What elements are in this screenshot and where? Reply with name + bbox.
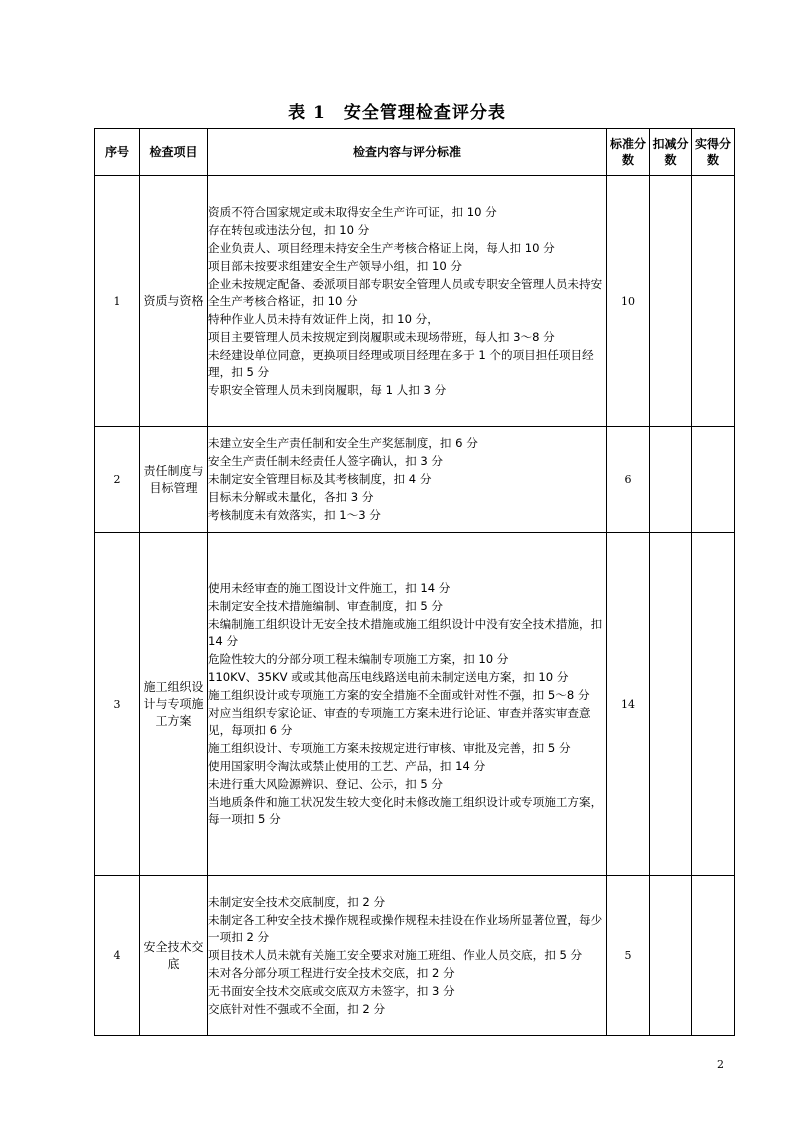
row-deduct-score[interactable] [650, 533, 692, 876]
criterion-text: 危险性较大的分部分项工程未编制专项施工方案，扣 10 分 [208, 652, 509, 666]
criterion-text: 使用未经审查的施工图设计文件施工，扣 14 分 [208, 581, 451, 595]
header-item: 检查项目 [140, 129, 208, 176]
criterion-text: 企业未按规定配备、委派项目部专职安全管理人员或专职安全管理人员未持安全生产考核合格证，扣 10 分 [208, 276, 603, 308]
table-row [95, 427, 735, 533]
row-item: 施工组织设计与专项施工方案 [140, 533, 208, 876]
criterion-text: 项目技术人员未就有关施工安全要求对施工班组、作业人员交底，扣 5 分 [208, 947, 583, 962]
criterion-text: 未制定安全管理目标及其考核制度，扣 4 分 [208, 472, 432, 486]
row-no: 4 [95, 876, 140, 1036]
criterion-text: 企业负责人、项目经理未持安全生产考核合格证上岗，每人扣 10 分 [208, 240, 555, 255]
header-standard-score: 标准分数 [607, 129, 650, 176]
header-no: 序号 [95, 129, 140, 176]
row-actual-score[interactable] [692, 176, 735, 427]
row-no: 1 [95, 176, 140, 427]
row-standard-score: 6 [607, 427, 650, 533]
criterion-text: 未对各分部分项工程进行安全技术交底，扣 2 分 [208, 965, 455, 980]
row-standard-score: 14 [607, 533, 650, 876]
page-number: 2 [717, 1058, 724, 1071]
criterion-text: 未经建设单位同意，更换项目经理或项目经理在多于 1 个的项目担任项目经理，扣 5 分 [208, 347, 594, 379]
criterion-text: 无书面安全技术交底或交底双方未签字，扣 3 分 [208, 983, 455, 998]
row-actual-score[interactable] [692, 533, 735, 876]
criterion-text: 110KV、35KV 或或其他高压电线路送电前未制定送电方案，扣 10 分 [208, 670, 569, 684]
row-standard-score: 10 [607, 176, 650, 427]
header-deduct-score: 扣减分数 [650, 129, 692, 176]
header-criteria: 检查内容与评分标准 [208, 129, 607, 176]
row-item: 资质与资格 [140, 176, 208, 427]
row-deduct-score[interactable] [650, 876, 692, 1036]
page-title: 表 1 安全管理检查评分表 [288, 103, 506, 123]
row-item: 安全技术交底 [140, 876, 208, 1036]
row-standard-score: 5 [607, 876, 650, 1036]
table-row [95, 533, 735, 876]
safety-management-score-table [94, 128, 735, 1036]
criterion-text: 施工组织设计或专项施工方案的安全措施不全面或针对性不强，扣 5～8 分 [208, 688, 590, 702]
criterion-text: 未制定各工种安全技术操作规程或操作规程未挂设在作业场所显著位置，每少一项扣 2 分 [208, 912, 603, 944]
row-criteria [208, 533, 607, 876]
criterion-text: 目标未分解或未量化，各扣 3 分 [208, 490, 374, 504]
row-deduct-score[interactable] [650, 176, 692, 427]
criterion-text: 资质不符合国家规定或未取得安全生产许可证，扣 10 分 [208, 204, 497, 219]
criterion-text: 未建立安全生产责任制和安全生产奖惩制度，扣 6 分 [208, 436, 478, 450]
criterion-text: 当地质条件和施工状况发生较大变化时未修改施工组织设计或专项施工方案，每一项扣 5 分 [208, 795, 603, 826]
criterion-text: 考核制度未有效落实，扣 1～3 分 [208, 508, 381, 522]
criterion-text: 未制定安全技术交底制度，扣 2 分 [208, 894, 386, 909]
criterion-text: 存在转包或违法分包，扣 10 分 [208, 222, 370, 237]
row-criteria [208, 427, 607, 533]
criterion-text: 交底针对性不强或不全面，扣 2 分 [208, 1001, 386, 1016]
criterion-text: 项目主要管理人员未按规定到岗履职或未现场带班，每人扣 3～8 分 [208, 329, 555, 344]
criterion-text: 对应当组织专家论证、审查的专项施工方案未进行论证、审查并落实审查意见，每项扣 6 分 [208, 706, 591, 737]
row-criteria [208, 876, 607, 1036]
criterion-text: 施工组织设计、专项施工方案未按规定进行审核、审批及完善，扣 5 分 [208, 741, 571, 755]
table-row [95, 876, 735, 1036]
table-header-row [95, 129, 735, 176]
table-row [95, 176, 735, 427]
row-item: 责任制度与目标管理 [140, 427, 208, 533]
criterion-text: 特种作业人员未持有效证件上岗，扣 10 分， [208, 311, 439, 326]
criterion-text: 安全生产责任制未经责任人签字确认，扣 3 分 [208, 454, 444, 468]
row-criteria [208, 176, 607, 427]
row-actual-score[interactable] [692, 427, 735, 533]
criterion-text: 未制定安全技术措施编制、审查制度，扣 5 分 [208, 599, 444, 613]
row-deduct-score[interactable] [650, 427, 692, 533]
criterion-text: 项目部未按要求组建安全生产领导小组，扣 10 分 [208, 258, 462, 273]
row-actual-score[interactable] [692, 876, 735, 1036]
header-actual-score: 实得分数 [692, 129, 735, 176]
row-no: 3 [95, 533, 140, 876]
criterion-text: 未编制施工组织设计无安全技术措施或施工组织设计中没有安全技术措施，扣 14 分 [208, 617, 603, 648]
criterion-text: 未进行重大风险源辨识、登记、公示，扣 5 分 [208, 777, 444, 791]
criterion-text: 专职安全管理人员未到岗履职，每 1 人扣 3 分 [208, 382, 447, 397]
criterion-text: 使用国家明令淘汰或禁止使用的工艺、产品，扣 14 分 [208, 759, 486, 773]
row-no: 2 [95, 427, 140, 533]
